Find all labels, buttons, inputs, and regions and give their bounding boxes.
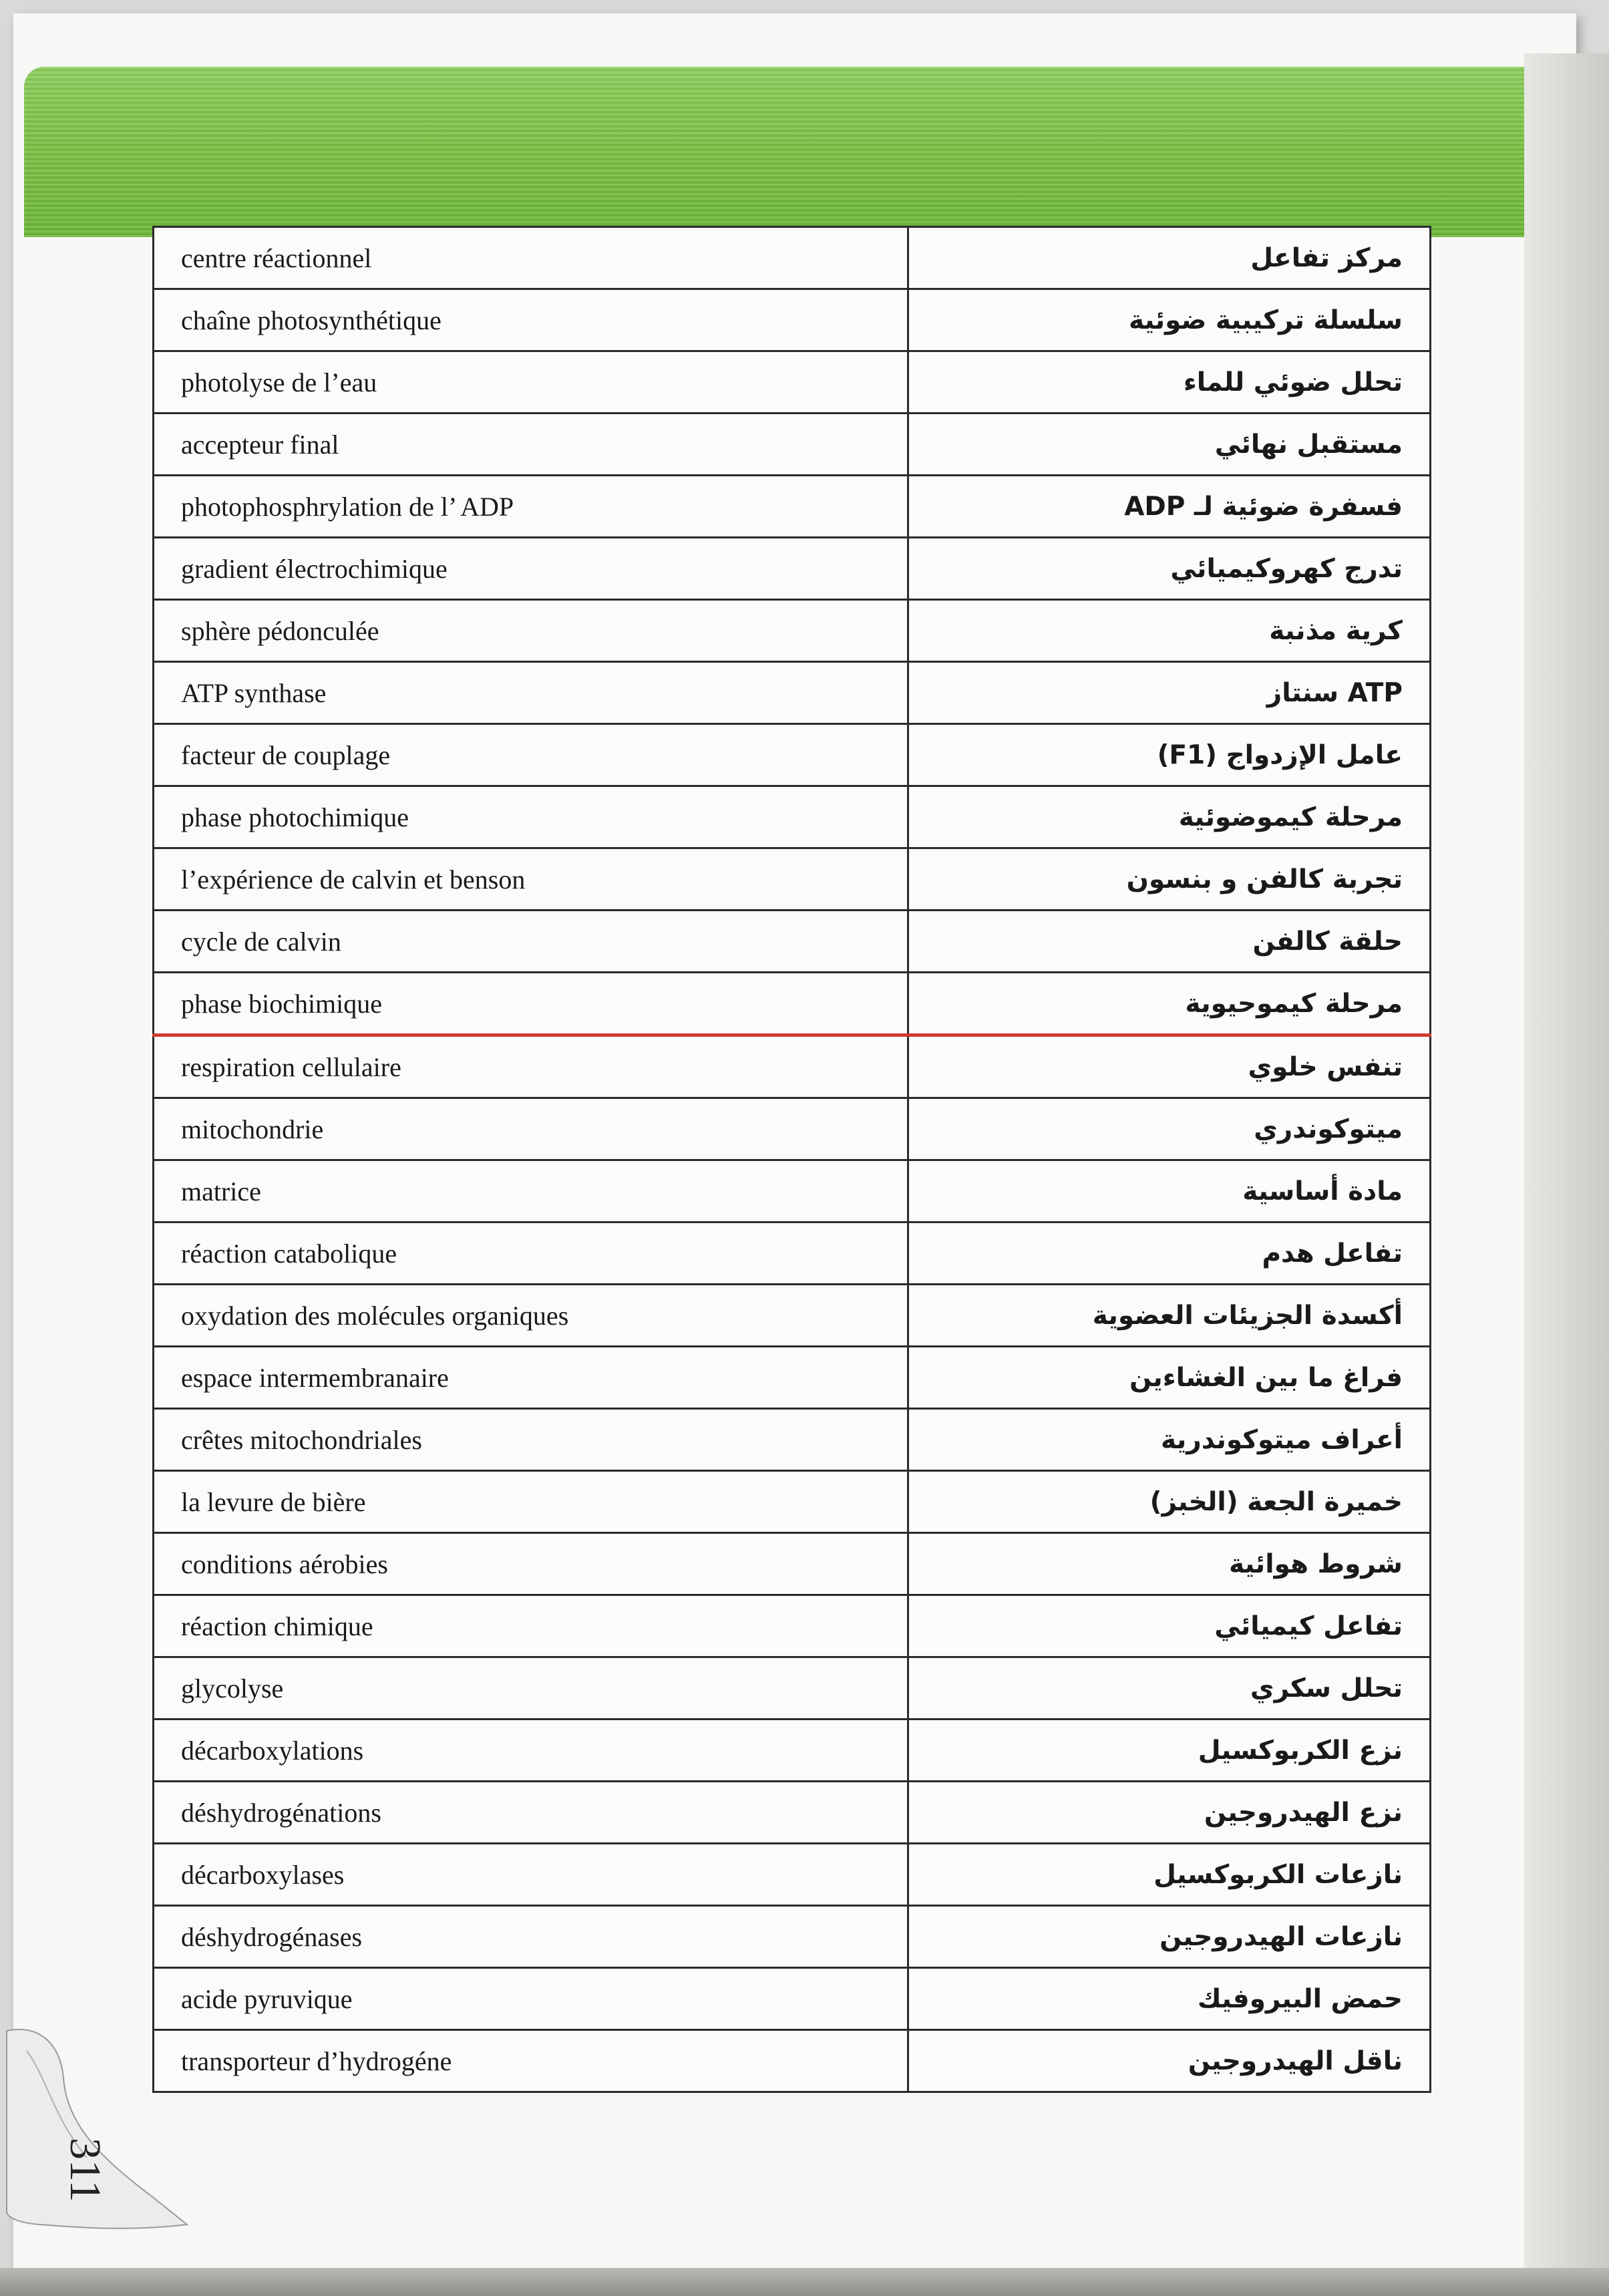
arabic-term: مادة أساسية	[908, 1160, 1431, 1222]
glossary-table	[152, 226, 1431, 2093]
arabic-term: أكسدة الجزيئات العضوية	[908, 1285, 1431, 1347]
french-term: photolyse de l’eau	[154, 351, 908, 414]
table-row	[154, 1347, 1431, 1409]
table-row	[154, 1409, 1431, 1471]
arabic-term: ATP سنتاز	[908, 662, 1431, 724]
french-term: décarboxylations	[154, 1719, 908, 1782]
french-term: phase photochimique	[154, 786, 908, 848]
table-row	[154, 600, 1431, 662]
arabic-term: تنفس خلوي	[908, 1035, 1431, 1098]
arabic-term: تدرج كهروكيميائي	[908, 538, 1431, 600]
table-row	[154, 1719, 1431, 1782]
french-term: respiration cellulaire	[154, 1035, 908, 1098]
french-term: acide pyruvique	[154, 1968, 908, 2030]
french-term: sphère pédonculée	[154, 600, 908, 662]
arabic-term: ميتوكوندري	[908, 1098, 1431, 1160]
table-row	[154, 1285, 1431, 1347]
page-number: 311	[61, 2138, 110, 2202]
french-term: accepteur final	[154, 414, 908, 476]
arabic-term: خميرة الجعة (الخبز)	[908, 1471, 1431, 1533]
arabic-term: تفاعل هدم	[908, 1222, 1431, 1285]
arabic-term: سلسلة تركيبية ضوئية	[908, 289, 1431, 351]
french-term: réaction catabolique	[154, 1222, 908, 1285]
arabic-term: نازعات الكربوكسيل	[908, 1844, 1431, 1906]
french-term: oxydation des molécules organiques	[154, 1285, 908, 1347]
table-row	[154, 476, 1431, 538]
table-row	[154, 1657, 1431, 1719]
arabic-term: نازعات الهيدروجين	[908, 1906, 1431, 1968]
table-row	[154, 351, 1431, 414]
french-term: la levure de bière	[154, 1471, 908, 1533]
french-term: espace intermembranaire	[154, 1347, 908, 1409]
arabic-term: مستقبل نهائي	[908, 414, 1431, 476]
french-term: l’expérience de calvin et benson	[154, 848, 908, 911]
table-row	[154, 1035, 1431, 1098]
french-term: glycolyse	[154, 1657, 908, 1719]
french-term: cycle de calvin	[154, 911, 908, 973]
arabic-term: نزع الكربوكسيل	[908, 1719, 1431, 1782]
french-term: phase biochimique	[154, 973, 908, 1035]
table-row	[154, 1533, 1431, 1595]
french-term: crêtes mitochondriales	[154, 1409, 908, 1471]
table-row	[154, 911, 1431, 973]
table-row	[154, 786, 1431, 848]
table-row	[154, 1968, 1431, 2030]
page-edge-right	[1524, 53, 1609, 2296]
french-term: ATP synthase	[154, 662, 908, 724]
table-row	[154, 1844, 1431, 1906]
arabic-term: شروط هوائية	[908, 1533, 1431, 1595]
arabic-term: كرية مذنبة	[908, 600, 1431, 662]
arabic-term: حمض البيروفيك	[908, 1968, 1431, 2030]
arabic-term: مرحلة كيموحيوية	[908, 973, 1431, 1035]
arabic-term: مرحلة كيموضوئية	[908, 786, 1431, 848]
arabic-term: نزع الهيدروجين	[908, 1782, 1431, 1844]
french-term: déshydrogénations	[154, 1782, 908, 1844]
french-term: chaîne photosynthétique	[154, 289, 908, 351]
arabic-term: تحلل ضوئي للماء	[908, 351, 1431, 414]
arabic-term: تحلل سكري	[908, 1657, 1431, 1719]
table-row	[154, 538, 1431, 600]
table-row	[154, 1595, 1431, 1657]
table-row	[154, 973, 1431, 1035]
table-row	[154, 227, 1431, 289]
french-term: centre réactionnel	[154, 227, 908, 289]
french-term: réaction chimique	[154, 1595, 908, 1657]
table-row	[154, 848, 1431, 911]
french-term: mitochondrie	[154, 1098, 908, 1160]
french-term: gradient électrochimique	[154, 538, 908, 600]
table-row	[154, 1098, 1431, 1160]
table-row	[154, 1471, 1431, 1533]
table-row	[154, 289, 1431, 351]
arabic-term: تفاعل كيميائي	[908, 1595, 1431, 1657]
arabic-term: عامل الإزدواج (F1)	[908, 724, 1431, 786]
french-term: facteur de couplage	[154, 724, 908, 786]
page-edge-bottom	[0, 2268, 1609, 2296]
table-row	[154, 1906, 1431, 1968]
arabic-term: فراغ ما بين الغشاءين	[908, 1347, 1431, 1409]
arabic-term: أعراف ميتوكوندرية	[908, 1409, 1431, 1471]
arabic-term: فسفرة ضوئية لـ ADP	[908, 476, 1431, 538]
page-number-box	[61, 2138, 124, 2231]
table-row	[154, 724, 1431, 786]
french-term: matrice	[154, 1160, 908, 1222]
french-term: déshydrogénases	[154, 1906, 908, 1968]
arabic-term: حلقة كالفن	[908, 911, 1431, 973]
table-row	[154, 662, 1431, 724]
table-row	[154, 414, 1431, 476]
french-term: photophosphrylation de l’ ADP	[154, 476, 908, 538]
arabic-term: تجربة كالفن و بنسون	[908, 848, 1431, 911]
table-row	[154, 1782, 1431, 1844]
french-term: conditions aérobies	[154, 1533, 908, 1595]
french-term: transporteur d’hydrogéne	[154, 2030, 908, 2092]
table-row	[154, 2030, 1431, 2092]
arabic-term: ناقل الهيدروجين	[908, 2030, 1431, 2092]
table-row	[154, 1160, 1431, 1222]
header-band	[24, 67, 1609, 237]
arabic-term: مركز تفاعل	[908, 227, 1431, 289]
french-term: décarboxylases	[154, 1844, 908, 1906]
table-row	[154, 1222, 1431, 1285]
